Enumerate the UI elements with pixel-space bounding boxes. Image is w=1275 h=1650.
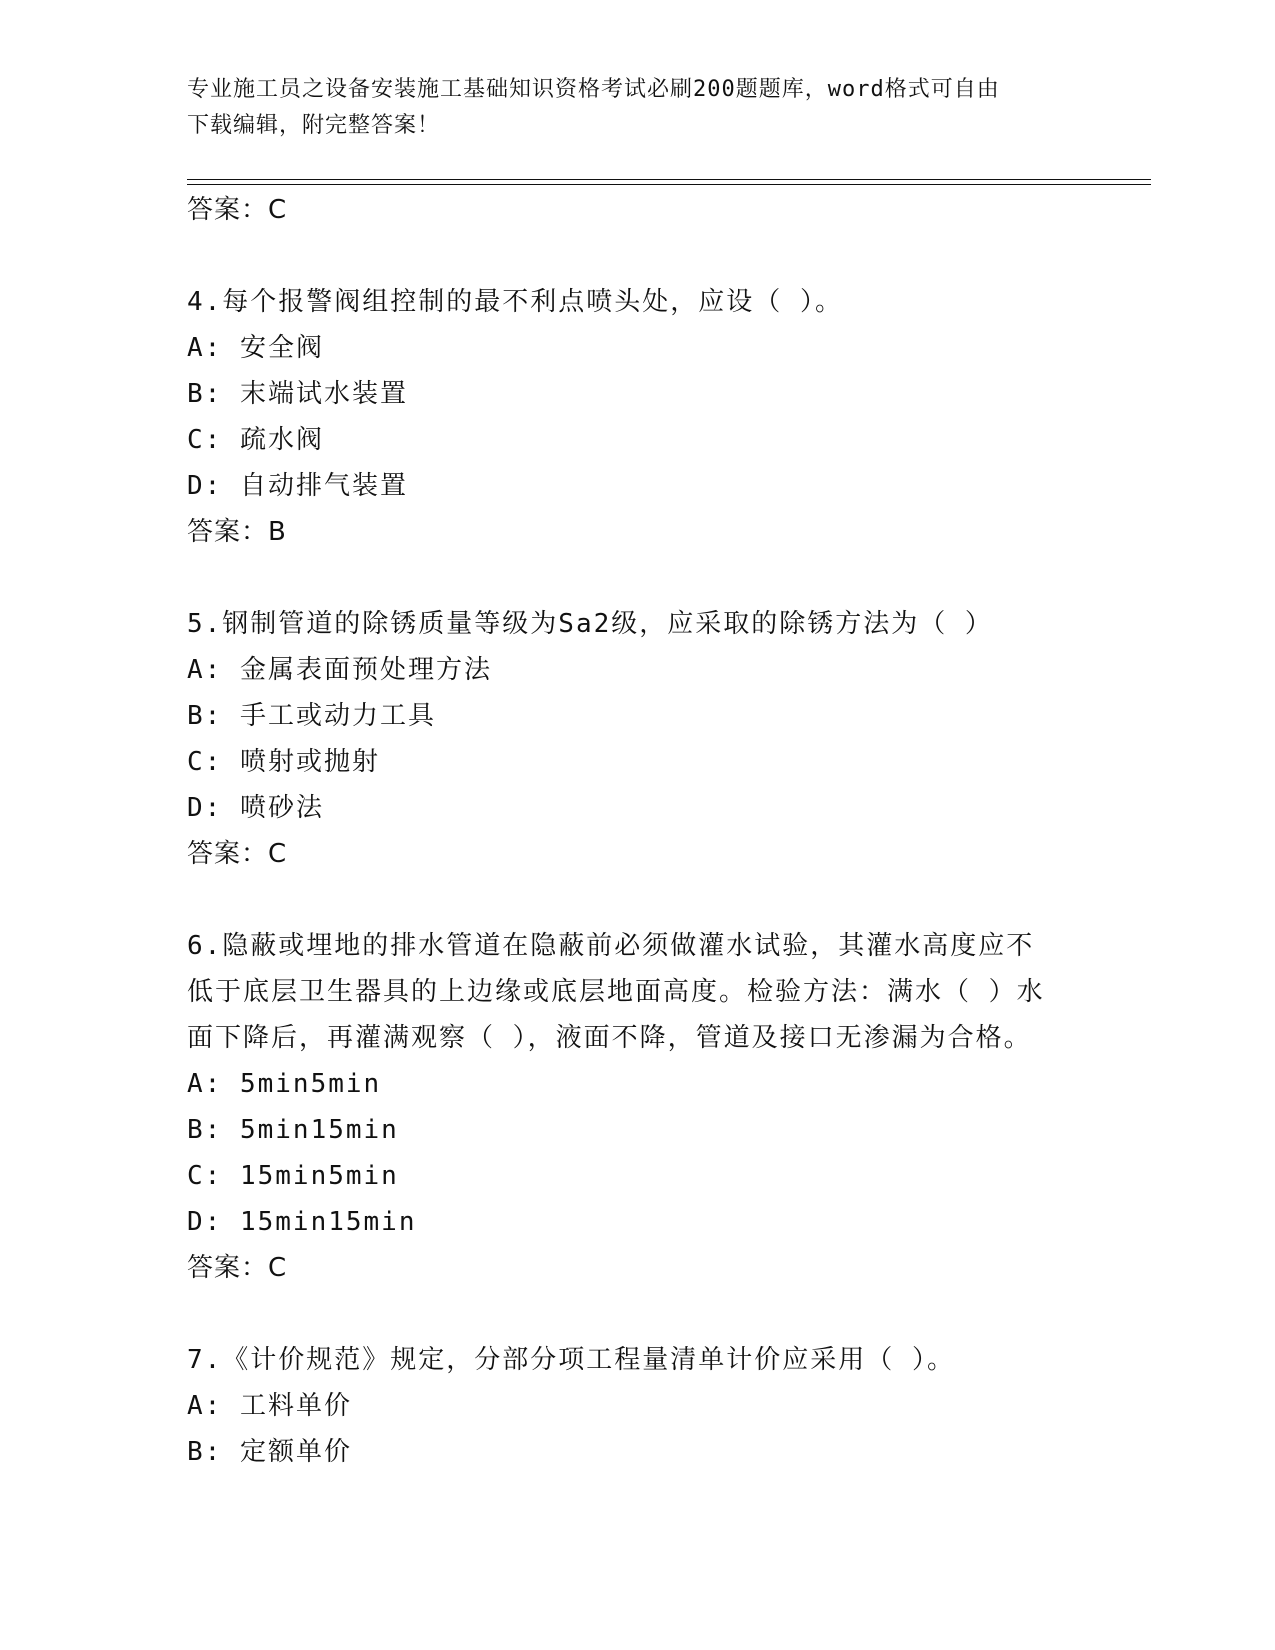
header-line-2: 下载编辑，附完整答案！ xyxy=(187,113,441,138)
header-rule-top xyxy=(187,179,1151,180)
option-d: D: 自动排气装置 xyxy=(187,471,408,501)
document-header xyxy=(187,72,1087,144)
spacer xyxy=(187,877,1087,923)
question-list xyxy=(187,187,1087,1475)
answer: 答案：B xyxy=(187,517,287,547)
option-b: B: 5min15min xyxy=(187,1115,399,1145)
question-stem-line-3: 面下降后，再灌满观察（ ），液面不降，管道及接口无渗漏为合格。 xyxy=(187,1023,1032,1053)
option-a: A: 金属表面预处理方法 xyxy=(187,655,492,685)
option-c: C: 疏水阀 xyxy=(187,425,324,455)
answer: 答案：C xyxy=(187,839,288,869)
answer: 答案：C xyxy=(187,1253,288,1283)
question-7 xyxy=(187,1337,1087,1475)
option-d: D: 喷砂法 xyxy=(187,793,324,823)
option-a: A: 安全阀 xyxy=(187,333,324,363)
spacer xyxy=(187,233,1087,279)
option-b: B: 手工或动力工具 xyxy=(187,701,436,731)
spacer xyxy=(187,555,1087,601)
question-stem-line-1: 6.隐蔽或埋地的排水管道在隐蔽前必须做灌水试验，其灌水高度应不 xyxy=(187,931,1035,961)
previous-answer: 答案：C xyxy=(187,195,288,225)
question-6 xyxy=(187,923,1087,1291)
option-a: A: 工料单价 xyxy=(187,1391,352,1421)
option-b: B: 定额单价 xyxy=(187,1437,352,1467)
header-line-1: 专业施工员之设备安装施工基础知识资格考试必刷200题题库，word格式可自由 xyxy=(187,77,1000,102)
spacer xyxy=(187,1291,1087,1337)
option-a: A: 5min5min xyxy=(187,1069,382,1099)
question-stem-line-2: 低于底层卫生器具的上边缘或底层地面高度。检验方法：满水（ ）水 xyxy=(187,977,1045,1007)
option-c: C: 喷射或抛射 xyxy=(187,747,380,777)
option-d: D: 15min15min xyxy=(187,1207,417,1237)
header-rule-bottom xyxy=(187,184,1151,185)
option-b: B: 末端试水装置 xyxy=(187,379,408,409)
question-5 xyxy=(187,601,1087,877)
option-c: C: 15min5min xyxy=(187,1161,399,1191)
question-stem: 5.钢制管道的除锈质量等级为Sa2级，应采取的除锈方法为（ ） xyxy=(187,609,993,639)
question-4 xyxy=(187,279,1087,555)
question-stem: 7.《计价规范》规定，分部分项工程量清单计价应采用（ ）。 xyxy=(187,1345,955,1375)
question-stem: 4.每个报警阀组控制的最不利点喷头处，应设（ ）。 xyxy=(187,287,843,317)
